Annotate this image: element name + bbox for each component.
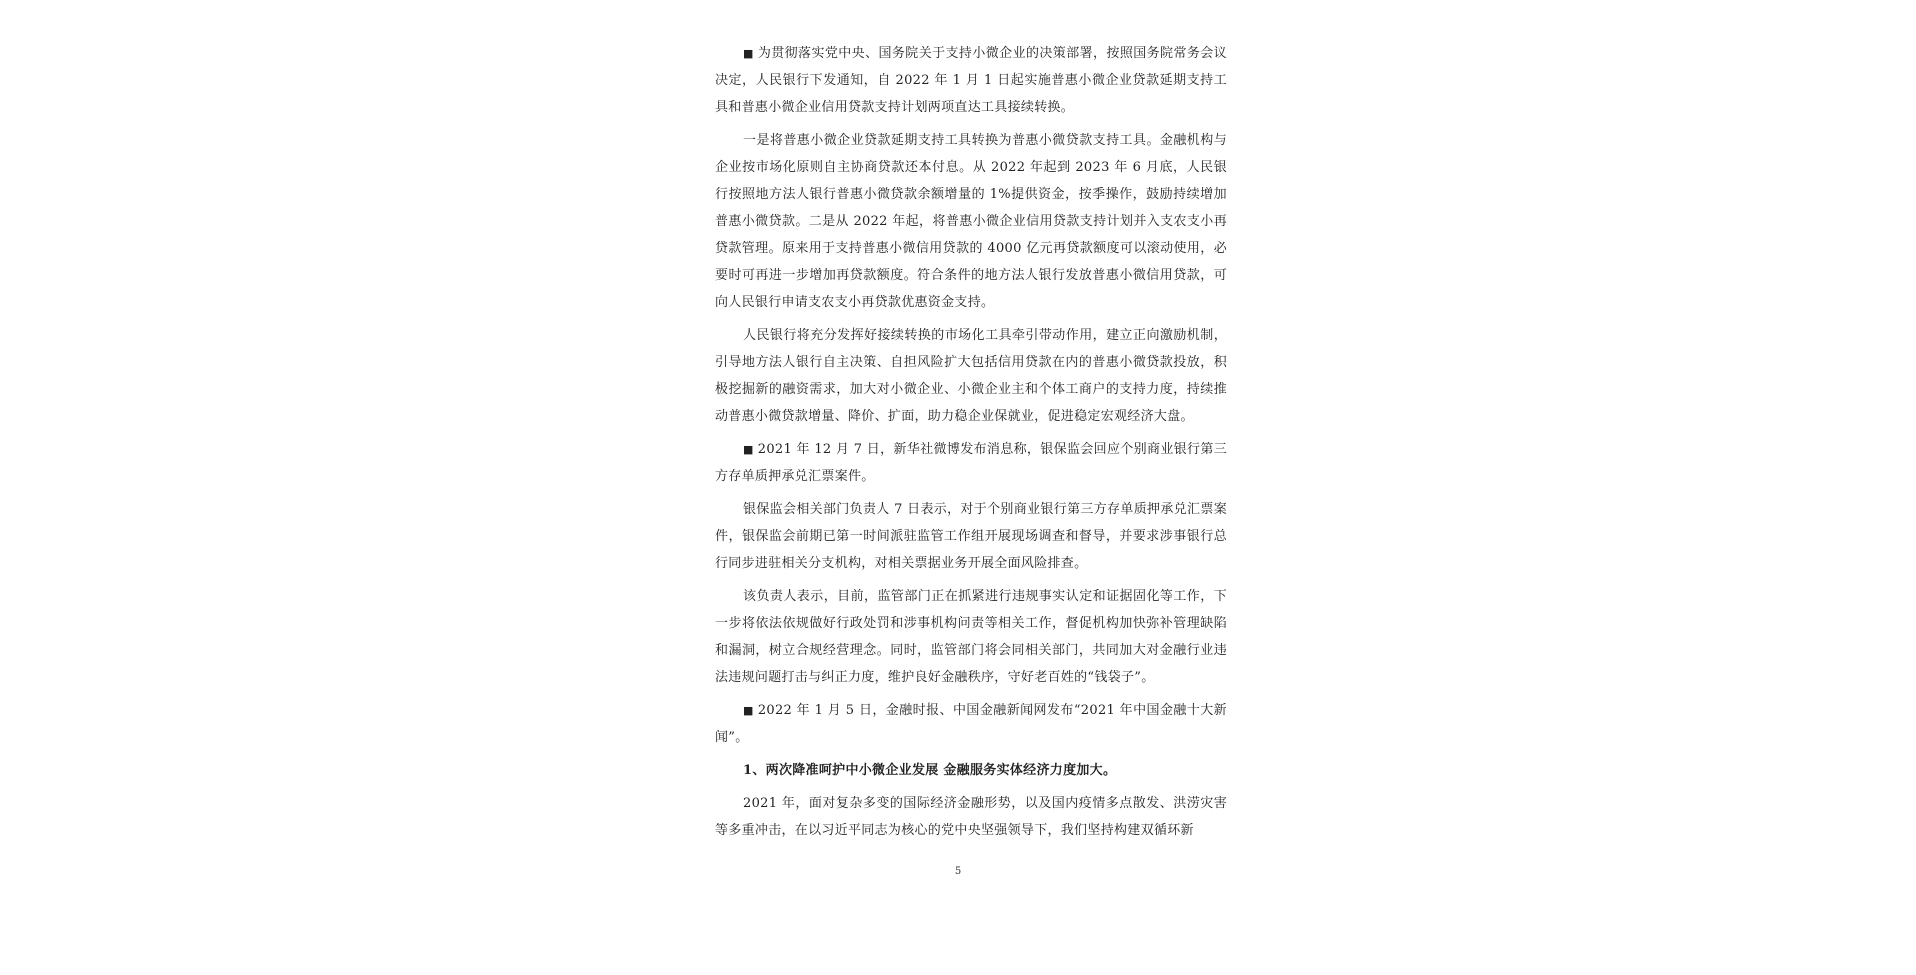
bullet-square-icon: ■ [743, 704, 754, 717]
paragraph-4: ■ 2021 年 12 月 7 日，新华社微博发布消息称，银保监会回应个别商业银行第三方存单质押承兑汇票案件。 [715, 442, 1228, 484]
paragraph-9: 2021 年，面对复杂多变的国际经济金融形势，以及国内疫情多点散发、洪涝灾害等多重冲击，在以习近平同志为核心的党中央坚强领导下，我们坚持构建双循环新 [715, 796, 1227, 838]
paragraph-7: ■ 2022 年 1 月 5 日，金融时报、中国金融新闻网发布“2021 年中国金融十大新闻”。 [715, 703, 1227, 745]
bullet-square-icon: ■ [743, 443, 754, 456]
paragraph-1: ■ 为贯彻落实党中央、国务院关于支持小微企业的决策部署，按照国务院常务会议决定，人民银行下发通知，自 2022 年 1 月 1 日起实施普惠小微企业贷款延期支持工具和普惠小微企业信用贷款支持计划两项直达工具接续转换。 [715, 46, 1227, 115]
document-page [715, 40, 1227, 844]
page-number: 5 [954, 866, 962, 877]
paragraph-2: 一是将普惠小微企业贷款延期支持工具转换为普惠小微贷款支持工具。金融机构与企业按市场化原则自主协商贷款还本付息。从 2022 年起到 2023 年 6 月底，人民银行按照地方法人银行普惠小微贷款余额增量的 1%提供资金，按季操作，鼓励持续增加普惠小微贷款。二是从 2022 年起，将普惠小微企业信用贷款支持计划并入支农支小再贷款管理。原来用于支持普惠小微信用贷款的 4000 亿元再贷款额度可以滚动使用，必要时可再进一步增加再贷款额度。符合条件的地方法人银行发放普惠小微信用贷款，可向人民银行申请支农支小再贷款优惠资金支持。 [715, 133, 1227, 310]
paragraph-6: 该负责人表示，目前，监管部门正在抓紧进行违规事实认定和证据固化等工作，下一步将依法依规做好行政处罚和涉事机构问责等相关工作，督促机构加快弥补管理缺陷和漏洞，树立合规经营理念。同时，监管部门将会同相关部门，共同加大对金融行业违法违规问题打击与纠正力度，维护良好金融秩序，守好老百姓的“钱袋子”。 [715, 589, 1227, 685]
bullet-square-icon: ■ [743, 47, 754, 60]
paragraph-3: 人民银行将充分发挥好接续转换的市场化工具牵引带动作用，建立正向激励机制，引导地方法人银行自主决策、自担风险扩大包括信用贷款在内的普惠小微贷款投放，积极挖掘新的融资需求，加大对小微企业、小微企业主和个体工商户的支持力度，持续推动普惠小微贷款增量、降价、扩面，助力稳企业保就业，促进稳定宏观经济大盘。 [715, 328, 1227, 424]
paragraph-5: 银保监会相关部门负责人 7 日表示，对于个别商业银行第三方存单质押承兑汇票案件，银保监会前期已第一时间派驻监管工作组开展现场调查和督导，并要求涉事银行总行同步进驻相关分支机构，对相关票据业务开展全面风险排查。 [715, 502, 1227, 571]
section-heading: 1、两次降准呵护中小微企业发展 金融服务实体经济力度加大。 [743, 763, 1117, 778]
